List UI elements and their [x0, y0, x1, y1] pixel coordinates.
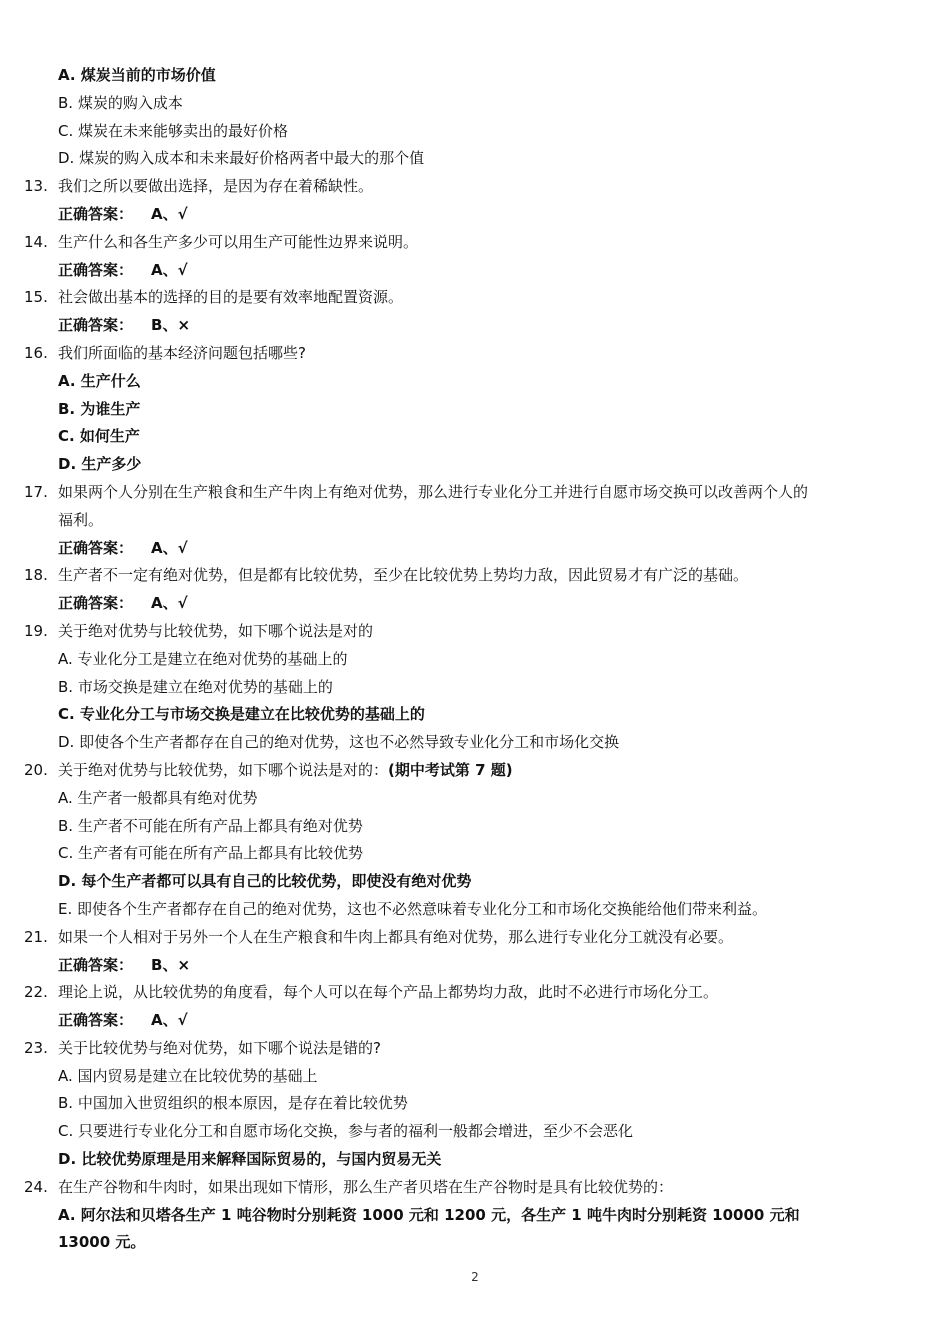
option: A. 国内贸易是建立在比较优势的基础上 [58, 1066, 318, 1085]
answer-label: 正确答案： [58, 594, 134, 613]
option-line [0, 1202, 950, 1230]
answer-label: 正确答案： [58, 538, 134, 557]
question-text-main: 我们所面临的基本经济问题包括哪些? [58, 343, 306, 362]
option-line [0, 396, 950, 424]
question-text-main: 关于比较优势与绝对优势，如下哪个说法是错的? [58, 1038, 381, 1057]
option-line [0, 701, 950, 729]
option-line [0, 1118, 950, 1146]
answer-value: A、√ [151, 204, 188, 223]
question-line [0, 479, 950, 507]
continuation-line [0, 507, 950, 535]
option-correct: C. 专业化分工与市场交换是建立在比较优势的基础上的 [58, 705, 425, 724]
option: B. 煤炭的购入成本 [58, 93, 183, 112]
answer [58, 201, 188, 229]
option-line [0, 1146, 950, 1174]
question-number: 15. [24, 288, 48, 307]
question-text [58, 757, 513, 785]
question-text [58, 340, 306, 368]
option: C. 只要进行专业化分工和自愿市场化交换，参与者的福利一般都会增进，至少不会恶化 [58, 1122, 634, 1141]
question-number: 19. [24, 621, 48, 640]
option: A. 专业化分工是建立在绝对优势的基础上的 [58, 649, 348, 668]
answer-line [0, 1007, 950, 1035]
option: C. 煤炭在未来能够卖出的最好价格 [58, 121, 289, 140]
question-source-note: (期中考试第 7 题) [388, 760, 513, 779]
option-line [0, 813, 950, 841]
option-line [0, 729, 950, 757]
option: E. 即使各个生产者都存在自己的绝对优势，这也不必然意味着专业化分工和市场化交换能给他们带来利益。 [58, 899, 768, 918]
question-line [0, 562, 950, 590]
answer-line [0, 535, 950, 563]
answer [58, 257, 188, 285]
option: C. 生产者有可能在所有产品上都具有比较优势 [58, 844, 364, 863]
question-line [0, 173, 950, 201]
question-line [0, 1035, 950, 1063]
question-text-main: 社会做出基本的选择的目的是要有效率地配置资源。 [58, 288, 404, 307]
option: B. 市场交换是建立在绝对优势的基础上的 [58, 677, 333, 696]
option-correct: A. 煤炭当前的市场价值 [58, 66, 216, 84]
option-line [0, 62, 950, 90]
question-number: 17. [24, 482, 48, 501]
answer-label: 正确答案： [58, 1011, 134, 1030]
question-number: 20. [24, 760, 48, 779]
option-line [0, 368, 950, 396]
continuation-line [0, 1229, 950, 1257]
answer-line [0, 952, 950, 980]
option-correct: D. 每个生产者都可以具有自己的比较优势，即使没有绝对优势 [58, 872, 472, 891]
question-number: 16. [24, 343, 48, 362]
answer-value: A、√ [151, 260, 188, 279]
option-line [0, 646, 950, 674]
question-text [58, 979, 718, 1007]
answer-label: 正确答案： [58, 955, 134, 974]
question-number: 23. [24, 1038, 48, 1057]
option-line [0, 451, 950, 479]
option: D. 煤炭的购入成本和未来最好价格两者中最大的那个值 [58, 149, 425, 168]
answer-line [0, 590, 950, 618]
option-line [0, 145, 950, 173]
option-line [0, 785, 950, 813]
question-number: 21. [24, 927, 48, 946]
question-text [58, 173, 373, 201]
question-text [58, 284, 403, 312]
question-text-main: 在生产谷物和牛肉时，如果出现如下情形，那么生产者贝塔在生产谷物时是具有比较优势的： [58, 1177, 674, 1196]
answer [58, 1007, 188, 1035]
page-number: 2 [471, 1270, 479, 1284]
question-line [0, 924, 950, 952]
option-correct: A. 阿尔法和贝塔各生产 1 吨谷物时分别耗资 1000 元和 1200 元，各生产 1 吨牛肉时分别耗资 10000 元和 [58, 1205, 800, 1224]
option-line [0, 840, 950, 868]
question-text [58, 1174, 673, 1202]
answer-label: 正确答案： [58, 204, 134, 223]
option: D. 即使各个生产者都存在自己的绝对优势，这也不必然导致专业化分工和市场化交换 [58, 733, 620, 752]
option-correct: A. 生产什么 [58, 371, 141, 390]
question-text [58, 229, 418, 257]
option: B. 中国加入世贸组织的根本原因，是存在着比较优势 [58, 1094, 408, 1113]
question-text [58, 924, 733, 952]
answer-value: A、√ [151, 594, 188, 613]
question-number: 13. [24, 177, 48, 196]
question-line [0, 757, 950, 785]
question-number: 14. [24, 232, 48, 251]
question-text-main: 我们之所以要做出选择，是因为存在着稀缺性。 [58, 177, 374, 196]
question-text [58, 562, 748, 590]
option: B. 生产者不可能在所有产品上都具有绝对优势 [58, 816, 363, 835]
question-text-main: 关于绝对优势与比较优势，如下哪个说法是对的 [58, 621, 374, 640]
question-line [0, 229, 950, 257]
answer-value: A、√ [151, 538, 188, 557]
option: A. 生产者一般都具有绝对优势 [58, 788, 258, 807]
answer-label: 正确答案： [58, 316, 134, 335]
question-text-main: 生产者不一定有绝对优势，但是都有比较优势，至少在比较优势上势均力敌，因此贸易才有广泛的基础。 [58, 566, 749, 585]
option-correct: B. 为谁生产 [58, 399, 141, 418]
question-number: 22. [24, 983, 48, 1002]
answer-value: B、× [151, 955, 191, 974]
option-correct: D. 比较优势原理是用来解释国际贸易的，与国内贸易无关 [58, 1150, 442, 1169]
answer-line [0, 201, 950, 229]
question-number: 18. [24, 566, 48, 585]
answer-label: 正确答案： [58, 260, 134, 279]
question-number: 24. [24, 1177, 48, 1196]
question-text-main: 关于绝对优势与比较优势，如下哪个说法是对的： [58, 760, 389, 779]
question-list [0, 62, 950, 1257]
answer-value: A、√ [151, 1011, 188, 1030]
option-line [0, 1063, 950, 1091]
question-line [0, 1174, 950, 1202]
answer [58, 312, 190, 340]
continuation-text: 福利。 [58, 510, 104, 529]
option-line [0, 118, 950, 146]
answer [58, 535, 188, 563]
question-line [0, 340, 950, 368]
question-line [0, 618, 950, 646]
option-correct: D. 生产多少 [58, 455, 142, 474]
question-text-main: 如果一个人相对于另外一个人在生产粮食和牛肉上都具有绝对优势，那么进行专业化分工就没有必要。 [58, 927, 734, 946]
option-correct: C. 如何生产 [58, 427, 140, 446]
question-text [58, 618, 373, 646]
answer-line [0, 312, 950, 340]
option-line [0, 674, 950, 702]
answer [58, 952, 190, 980]
option-line [0, 1090, 950, 1118]
question-text [58, 479, 808, 507]
option-line [0, 868, 950, 896]
answer-line [0, 257, 950, 285]
question-text [58, 1035, 381, 1063]
question-text-main: 理论上说，从比较优势的角度看，每个人可以在每个产品上都势均力敌，此时不必进行市场化分工。 [58, 983, 719, 1002]
question-text-main: 生产什么和各生产多少可以用生产可能性边界来说明。 [58, 232, 419, 251]
option-line [0, 896, 950, 924]
answer [58, 590, 188, 618]
question-text-main: 如果两个人分别在生产粮食和生产牛肉上有绝对优势，那么进行专业化分工并进行自愿市场交换可以改善两个人的 [58, 482, 809, 501]
question-line [0, 284, 950, 312]
question-line [0, 979, 950, 1007]
answer-value: B、× [151, 316, 191, 335]
continuation-text: 13000 元。 [58, 1233, 146, 1252]
option-line [0, 90, 950, 118]
option-line [0, 423, 950, 451]
